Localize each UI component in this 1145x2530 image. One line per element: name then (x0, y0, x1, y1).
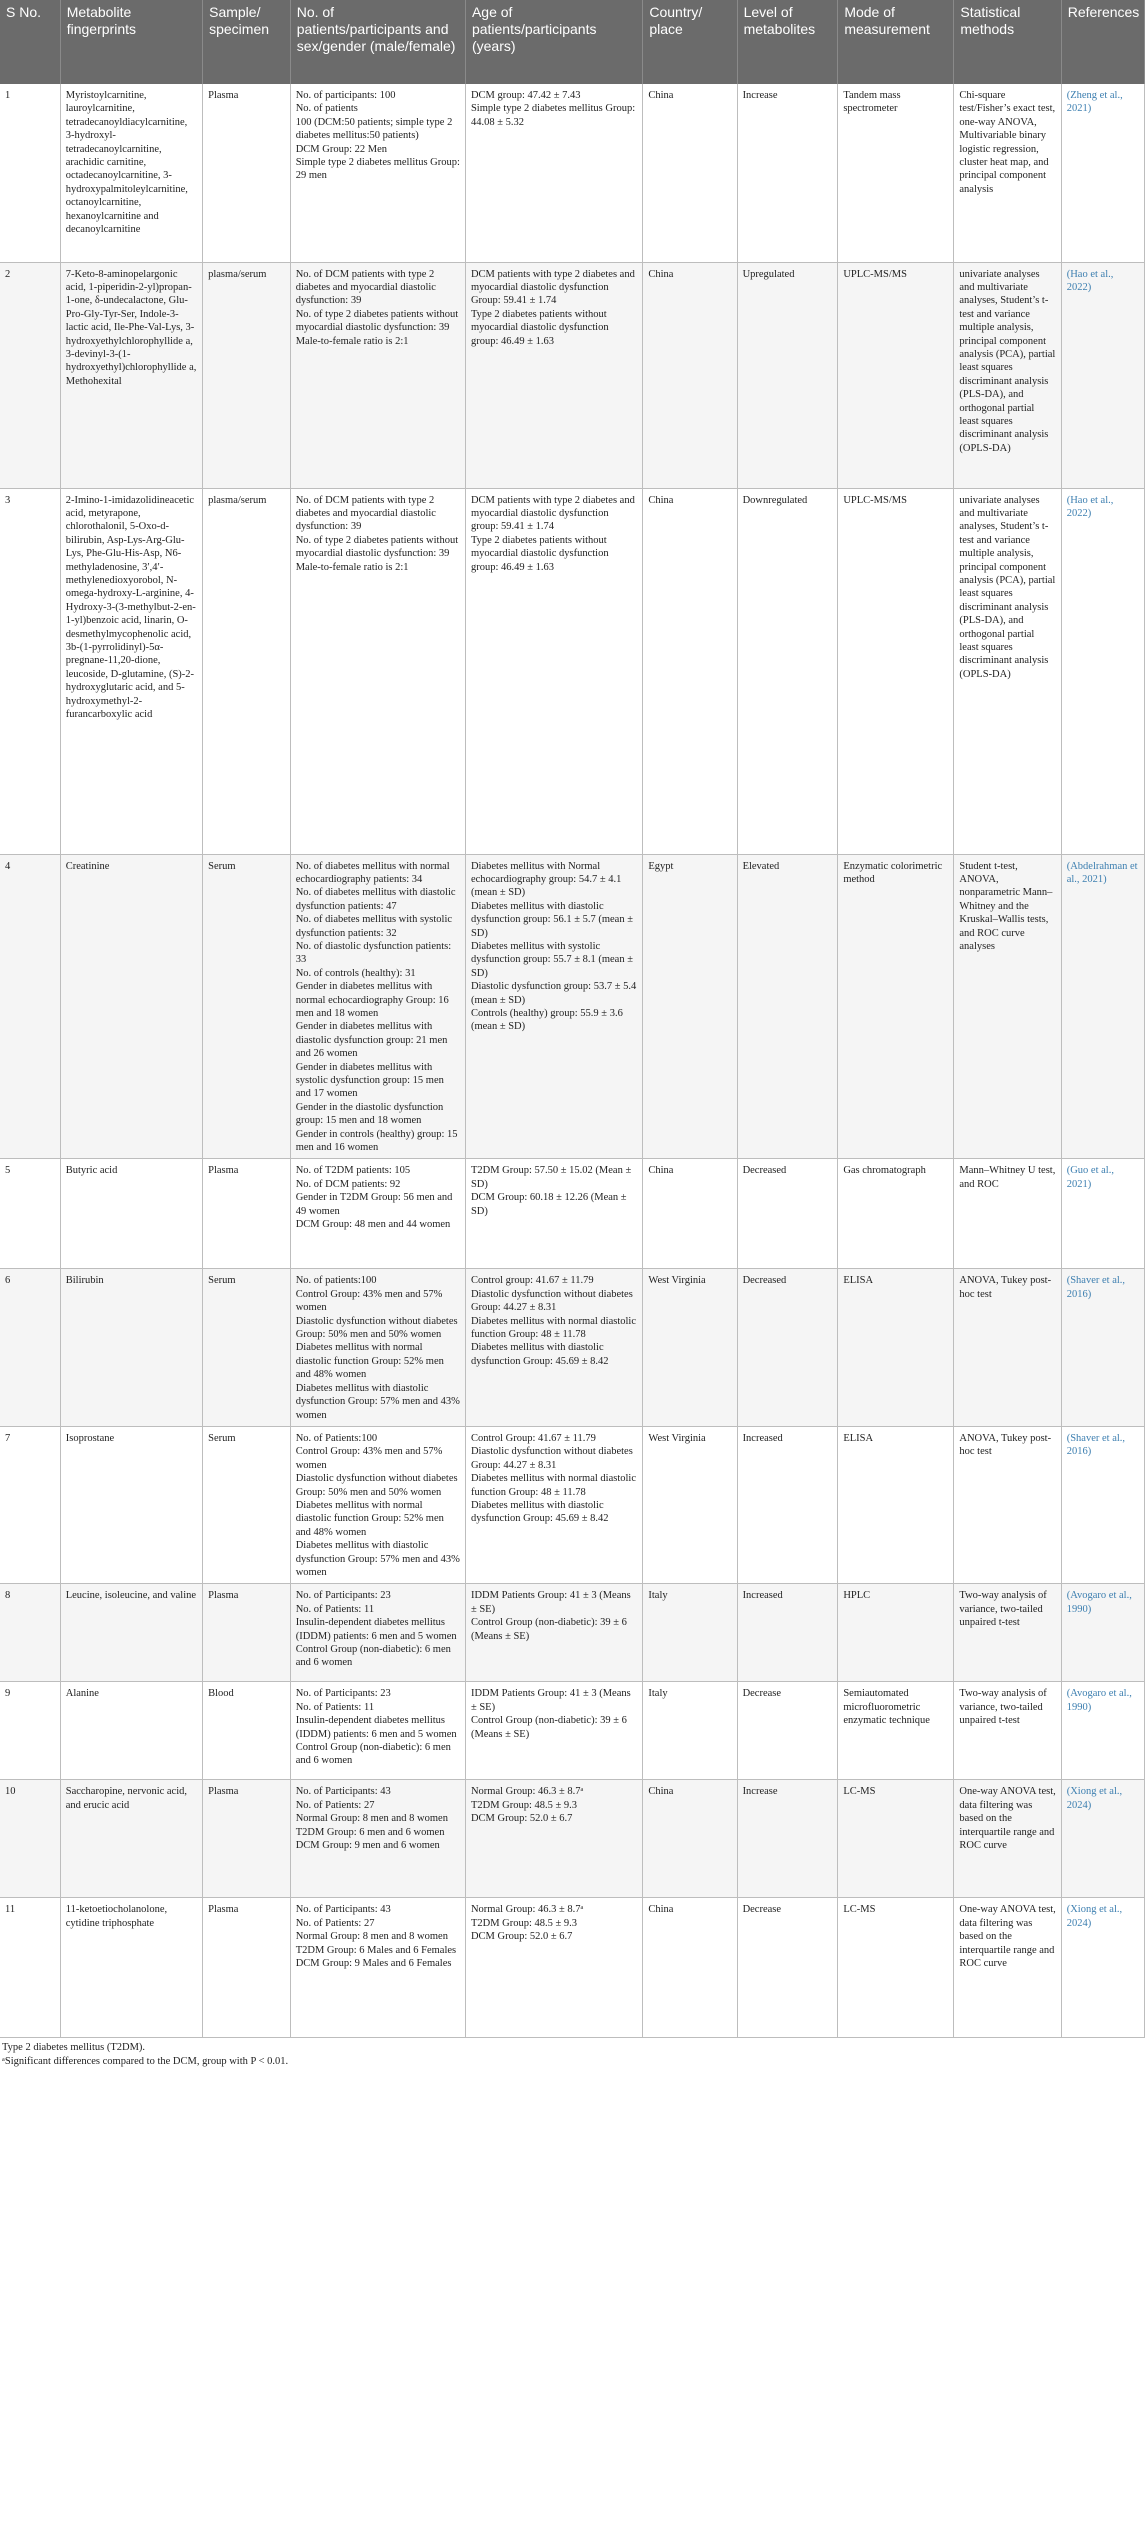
cell-mode: ELISA (838, 1426, 954, 1583)
cell-sample: plasma/serum (203, 262, 291, 488)
cell-metabolite: Isoprostane (60, 1426, 202, 1583)
patients-line: No. of diastolic dysfunction patients: 33 (295, 940, 452, 966)
cell-reference-link[interactable]: (Shaver et al., 2016) (1061, 1426, 1144, 1583)
cell-mode: HPLC (838, 1584, 954, 1682)
patients-line: No. of patients:100 (295, 1275, 377, 1287)
cell-reference-link[interactable]: (Abdelrahman et al., 2021) (1061, 854, 1144, 1159)
patients-line: Gender in controls (healthy) group: 15 men and 16 women (295, 1128, 458, 1154)
patients-line: No. of Participants: 43 (295, 1904, 391, 1916)
cell-level: Increase (737, 1780, 838, 1898)
age-line: Normal Group: 46.3 ± 8.7ᵃ (470, 1786, 584, 1798)
patients-line: Simple type 2 diabetes mellitus Group: 29 men (295, 157, 460, 182)
patients-line: No. of T2DM patients: 105 (295, 1165, 411, 1177)
col-header-metabolite: Metabolite fingerprints (60, 0, 202, 84)
patients-line: No. of DCM patients with type 2 diabetes and myocardial diastolic dysfunction: 39 (295, 268, 436, 307)
cell-age (465, 1159, 642, 1269)
cell-level: Decreased (737, 1269, 838, 1426)
cell-age (465, 1898, 642, 2038)
age-line: Diabetes mellitus with diastolic dysfunction group: 56.1 ± 5.7 (mean ± SD) (470, 900, 633, 939)
age-line: Simple type 2 diabetes mellitus Group: 44.08 ± 5.32 (470, 103, 636, 128)
cell-age (465, 1682, 642, 1780)
cell-level: Decreased (737, 1159, 838, 1269)
cell-stats: One-way ANOVA test, data filtering was based on the interquartile range and ROC curve (954, 1898, 1061, 2038)
cell-sno: 3 (0, 488, 60, 854)
patients-line: Gender in the diastolic dysfunction group: 15 men and 18 women (295, 1101, 444, 1127)
cell-patients (290, 488, 465, 854)
table-row (0, 1780, 1145, 1898)
col-header-age: Age of patients/participants (years) (465, 0, 642, 84)
cell-stats: ANOVA, Tukey post-hoc test (954, 1426, 1061, 1583)
footnote: Type 2 diabetes mellitus (T2DM). (2, 2042, 146, 2054)
col-header-patients: No. of patients/participants and sex/gender (male/female) (290, 0, 465, 84)
cell-level: Increase (737, 84, 838, 262)
cell-age (465, 262, 642, 488)
patients-line: Diabetes mellitus with diastolic dysfunction Group: 57% men and 43% women (295, 1382, 460, 1421)
cell-sample: Serum (203, 1269, 291, 1426)
patients-line: Control Group (non-diabetic): 6 men and 6 women (295, 1644, 451, 1669)
cell-stats: Student t-test, ANOVA, nonparametric Mann–Whitney and the Kruskal–Wallis tests, and ROC curve analyses (954, 854, 1061, 1159)
patients-line: No. of Participants: 23 (295, 1688, 391, 1700)
cell-sno: 1 (0, 84, 60, 262)
cell-level: Upregulated (737, 262, 838, 488)
cell-age (465, 1269, 642, 1426)
cell-patients (290, 1584, 465, 1682)
cell-mode: Tandem mass spectrometer (838, 84, 954, 262)
cell-reference-link[interactable]: (Xiong et al., 2024) (1061, 1898, 1144, 2038)
cell-patients (290, 1159, 465, 1269)
cell-mode: Enzymatic colorimetric method (838, 854, 954, 1159)
patients-line: Diastolic dysfunction without diabetes Group: 50% men and 50% women (295, 1473, 458, 1498)
patients-line: Insulin-dependent diabetes mellitus (IDDM) patients: 6 men and 5 women (295, 1617, 457, 1642)
patients-line: Normal Group: 8 men and 8 women (295, 1813, 448, 1825)
patients-line: Male-to-female ratio is 2:1 (295, 335, 409, 347)
patients-line: Male-to-female ratio is 2:1 (295, 561, 409, 573)
age-line: T2DM Group: 48.5 ± 9.3 (470, 1917, 578, 1929)
col-header-references: References (1061, 0, 1144, 84)
cell-country: China (643, 1159, 737, 1269)
patients-line: No. of Patients: 11 (295, 1603, 375, 1615)
cell-country: West Virginia (643, 1426, 737, 1583)
patients-line: No. of DCM patients: 92 (295, 1178, 401, 1190)
cell-metabolite: Myristoylcarnitine, lauroylcarnitine, tetradecanoyldiacylcarnitine, 3-hydroxyl-tetradecanoylcarnitine, arachidic carnitine, octadecanoylcarnitine, 3-hydroxypalmitoleylcarnitine, octanoylcarnitine, hexanoylcarnitine and decanoylcarnitine (60, 84, 202, 262)
age-line: Type 2 diabetes patients without myocardial diastolic dysfunction group: 46.49 ± 1.63 (470, 308, 609, 347)
age-line: T2DM Group: 48.5 ± 9.3 (470, 1799, 578, 1811)
cell-patients (290, 1426, 465, 1583)
cell-sno: 2 (0, 262, 60, 488)
col-header-level: Level of metabolites (737, 0, 838, 84)
cell-metabolite: Alanine (60, 1682, 202, 1780)
table-row (0, 854, 1145, 1159)
age-line: Diastolic dysfunction without diabetes Group: 44.27 ± 8.31 (470, 1446, 633, 1471)
cell-metabolite: Saccharopine, nervonic acid, and erucic acid (60, 1780, 202, 1898)
patients-line: 100 (DCM:50 patients; simple type 2 diabetes mellitus:50 patients) (295, 116, 453, 142)
cell-patients (290, 854, 465, 1159)
cell-level: Decrease (737, 1682, 838, 1780)
cell-metabolite: Leucine, isoleucine, and valine (60, 1584, 202, 1682)
cell-sno: 7 (0, 1426, 60, 1583)
cell-country: China (643, 262, 737, 488)
age-line: Normal Group: 46.3 ± 8.7ᵃ (470, 1904, 584, 1916)
cell-stats: univariate analyses and multivariate analyses, Student’s t-test and variance multiple analysis, principal component analysis (PCA), partial least squares discriminant analysis (PLS-DA), and orthogonal partial least squares discriminant analysis (OPLS-DA) (954, 262, 1061, 488)
patients-line: DCM Group: 48 men and 44 women (295, 1219, 451, 1231)
patients-line: Diabetes mellitus with diastolic dysfunction Group: 57% men and 43% women (295, 1540, 460, 1578)
cell-mode: Semiautomated microfluorometric enzymatic technique (838, 1682, 954, 1780)
table-row (0, 262, 1145, 488)
cell-mode: LC-MS (838, 1898, 954, 2038)
age-line: Type 2 diabetes patients without myocardial diastolic dysfunction group: 46.49 ± 1.63 (470, 534, 609, 573)
patients-line: Gender in diabetes mellitus with diastolic dysfunction group: 21 men and 26 women (295, 1021, 448, 1060)
age-line: Diabetes mellitus with normal diastolic function Group: 48 ± 11.78 (470, 1315, 637, 1341)
patients-line: No. of diabetes mellitus with diastolic dysfunction patients: 47 (295, 887, 456, 912)
cell-stats: ANOVA, Tukey post-hoc test (954, 1269, 1061, 1426)
age-line: DCM Group: 60.18 ± 12.26 (Mean ± SD) (470, 1192, 627, 1217)
cell-sample: Plasma (203, 1159, 291, 1269)
patients-line: No. of Participants: 43 (295, 1786, 391, 1798)
cell-reference-link[interactable]: (Guo et al., 2021) (1061, 1159, 1144, 1269)
patients-line: No. of DCM patients with type 2 diabetes and myocardial diastolic dysfunction: 39 (295, 494, 436, 533)
cell-mode: UPLC-MS/MS (838, 262, 954, 488)
col-header-stats: Statistical methods (954, 0, 1061, 84)
cell-stats: One-way ANOVA test, data filtering was based on the interquartile range and ROC curve (954, 1780, 1061, 1898)
table-row (0, 1584, 1145, 1682)
cell-country: China (643, 1898, 737, 2038)
cell-sample: Serum (203, 1426, 291, 1583)
patients-line: No. of Patients: 27 (295, 1799, 375, 1811)
cell-stats: Two-way analysis of variance, two-tailed unpaired t-test (954, 1584, 1061, 1682)
cell-country: West Virginia (643, 1269, 737, 1426)
patients-line: Control Group: 43% men and 57% women (295, 1288, 443, 1314)
patients-line: Diabetes mellitus with normal diastolic function Group: 52% men and 48% women (295, 1342, 444, 1381)
cell-reference-link[interactable]: (Xiong et al., 2024) (1061, 1780, 1144, 1898)
cell-mode: UPLC-MS/MS (838, 488, 954, 854)
patients-line: No. of Patients: 11 (295, 1701, 375, 1713)
cell-reference-link[interactable]: (Avogaro et al., 1990) (1061, 1584, 1144, 1682)
table-row (0, 488, 1145, 854)
cell-level: Increased (737, 1584, 838, 1682)
age-line: Control Group: 41.67 ± 11.79 (470, 1432, 596, 1444)
cell-sno: 4 (0, 854, 60, 1159)
patients-line: No. of Patients: 27 (295, 1917, 375, 1929)
patients-line: No. of Participants: 23 (295, 1590, 391, 1602)
cell-country: China (643, 488, 737, 854)
cell-patients (290, 84, 465, 262)
cell-level: Downregulated (737, 488, 838, 854)
age-line: Diabetes mellitus with diastolic dysfunction Group: 45.69 ± 8.42 (470, 1342, 609, 1367)
patients-line: Control Group (non-diabetic): 6 men and 6 women (295, 1742, 451, 1767)
age-line: IDDM Patients Group: 41 ± 3 (Means ± SE) (470, 1590, 631, 1615)
cell-patients (290, 1898, 465, 2038)
cell-stats: Two-way analysis of variance, two-tailed unpaired t-test (954, 1682, 1061, 1780)
age-line: Controls (healthy) group: 55.9 ± 3.6 (mean ± SD) (470, 1007, 623, 1033)
col-header-sample: Sample/ specimen (203, 0, 291, 84)
cell-country: Italy (643, 1682, 737, 1780)
age-line: DCM patients with type 2 diabetes and myocardial diastolic dysfunction Group: 59.41 ± 1.74 (470, 268, 635, 307)
cell-sample: Blood (203, 1682, 291, 1780)
cell-metabolite: 7-Keto-8-aminopelargonic acid, 1-piperidin-2-yl)propan-1-one, δ-undecalactone, Glu-Pro-Gly-Tyr-Ser, Indole-3-lactic acid, Ile-Phe-Val-Lys, 3-hydroxyethylchlorophyllide a, 3-devinyl-3-(1-hydroxyethyl)chlorophyllide a, Methohexital (60, 262, 202, 488)
cell-mode: ELISA (838, 1269, 954, 1426)
table-footnotes (0, 2038, 1145, 2072)
patients-line: T2DM Group: 6 men and 6 women (295, 1826, 445, 1838)
age-line: Diastolic dysfunction without diabetes Group: 44.27 ± 8.31 (470, 1288, 633, 1314)
cell-country: Egypt (643, 854, 737, 1159)
cell-reference-link[interactable]: (Shaver et al., 2016) (1061, 1269, 1144, 1426)
cell-sno: 6 (0, 1269, 60, 1426)
cell-sample: Plasma (203, 1584, 291, 1682)
cell-sno: 10 (0, 1780, 60, 1898)
age-line: DCM patients with type 2 diabetes and myocardial diastolic dysfunction group: 59.41 ± 1.74 (470, 494, 635, 533)
cell-sample: Plasma (203, 1898, 291, 2038)
patients-line: Control Group: 43% men and 57% women (295, 1446, 443, 1471)
patients-line: Diastolic dysfunction without diabetes Group: 50% men and 50% women (295, 1315, 458, 1341)
cell-metabolite: 2-Imino-1-imidazolidineacetic acid, metyrapone, chlorothalonil, 5-Oxo-d-bilirubin, Asp-Lys-Arg-Glu-Lys, Phe-Glu-His-Asp, N6-methyladenosine, 3′,4′-methylenedioxyorobol, N-omega-hydroxy-L-arginine, 4-Hydroxy-3-(3-methylbut-2-en-1-yl)benzoic acid, linarin, O-desmethylmycophenolic acid, 3b-(1-pyrrolidinyl)-5α-pregnane-11,20-dione, leucoside, D-glutamine, (S)-2-hydroxyglutaric acid, and 5-hydroxymethyl-2-furancarboxylic acid (60, 488, 202, 854)
table-row (0, 1898, 1145, 2038)
cell-sno: 11 (0, 1898, 60, 2038)
cell-metabolite: 11-ketoetiocholanolone, cytidine triphosphate (60, 1898, 202, 2038)
cell-metabolite: Butyric acid (60, 1159, 202, 1269)
age-line: Diabetes mellitus with diastolic dysfunction Group: 45.69 ± 8.42 (470, 1499, 609, 1525)
patients-line: No. of patients (295, 103, 358, 115)
cell-age (465, 854, 642, 1159)
patients-line: No. of type 2 diabetes patients without myocardial diastolic dysfunction: 39 (295, 308, 459, 334)
age-line: DCM Group: 52.0 ± 6.7 (470, 1931, 573, 1943)
cell-stats: Chi-square test/Fisher’s exact test, one-way ANOVA, Multivariable binary logistic regression, cluster heat map, and principal component analysis (954, 84, 1061, 262)
patients-line: No. of controls (healthy): 31 (295, 967, 416, 979)
table-row (0, 1269, 1145, 1426)
cell-sample: Plasma (203, 84, 291, 262)
cell-stats: Mann–Whitney U test, and ROC (954, 1159, 1061, 1269)
table-header-row (0, 0, 1145, 84)
cell-sample: Plasma (203, 1780, 291, 1898)
table-row (0, 1159, 1145, 1269)
cell-age (465, 1426, 642, 1583)
table-row (0, 1682, 1145, 1780)
footnote: ᵃSignificant differences compared to the DCM, group with P < 0.01. (2, 2056, 289, 2068)
age-line: Control Group (non-diabetic): 39 ± 6 (Means ± SE) (470, 1617, 627, 1642)
cell-sample: Serum (203, 854, 291, 1159)
age-line: Control Group (non-diabetic): 39 ± 6 (Means ± SE) (470, 1715, 627, 1740)
patients-line: No. of type 2 diabetes patients without myocardial diastolic dysfunction: 39 (295, 534, 459, 560)
age-line: Diabetes mellitus with Normal echocardiography group: 54.7 ± 4.1 (mean ± SD) (470, 860, 622, 899)
cell-sno: 8 (0, 1584, 60, 1682)
cell-sample: plasma/serum (203, 488, 291, 854)
cell-mode: Gas chromatograph (838, 1159, 954, 1269)
cell-reference-link[interactable]: (Hao et al., 2022) (1061, 262, 1144, 488)
col-header-mode: Mode of measurement (838, 0, 954, 84)
cell-patients (290, 1269, 465, 1426)
cell-metabolite: Bilirubin (60, 1269, 202, 1426)
cell-reference-link[interactable]: (Avogaro et al., 1990) (1061, 1682, 1144, 1780)
col-header-country: Country/ place (643, 0, 737, 84)
cell-level: Decrease (737, 1898, 838, 2038)
col-header-sno: S No. (0, 0, 60, 84)
patients-line: Diabetes mellitus with normal diastolic function Group: 52% men and 48% women (295, 1499, 444, 1538)
cell-patients (290, 1682, 465, 1780)
age-line: Diastolic dysfunction group: 53.7 ± 5.4 (mean ± SD) (470, 981, 637, 1006)
patients-line: No. of Patients:100 (295, 1432, 378, 1444)
cell-country: Italy (643, 1584, 737, 1682)
patients-line: DCM Group: 9 Males and 6 Females (295, 1958, 452, 1969)
patients-line: Insulin-dependent diabetes mellitus (IDDM) patients: 6 men and 5 women (295, 1715, 457, 1740)
patients-line: DCM Group: 9 men and 6 women (295, 1840, 440, 1851)
cell-age (465, 488, 642, 854)
cell-country: China (643, 1780, 737, 1898)
age-line: T2DM Group: 57.50 ± 15.02 (Mean ± SD) (470, 1165, 632, 1190)
patients-line: Normal Group: 8 men and 8 women (295, 1931, 448, 1943)
cell-reference-link[interactable]: (Hao et al., 2022) (1061, 488, 1144, 854)
patients-line: Gender in diabetes mellitus with normal echocardiography Group: 16 men and 18 women (295, 981, 449, 1019)
age-line: DCM group: 47.42 ± 7.43 (470, 90, 581, 101)
cell-level: Elevated (737, 854, 838, 1159)
cell-reference-link[interactable]: (Zheng et al., 2021) (1061, 84, 1144, 262)
age-line: Control group: 41.67 ± 11.79 (470, 1275, 594, 1287)
table-row (0, 1426, 1145, 1583)
patients-line: Gender in T2DM Group: 56 men and 49 women (295, 1192, 453, 1217)
patients-line: DCM Group: 22 Men (295, 143, 388, 155)
patients-line: No. of diabetes mellitus with normal echocardiography patients: 34 (295, 860, 450, 885)
cell-age (465, 84, 642, 262)
age-line: Diabetes mellitus with systolic dysfunction group: 55.7 ± 8.1 (mean ± SD) (470, 940, 633, 979)
cell-patients (290, 262, 465, 488)
cell-sno: 9 (0, 1682, 60, 1780)
patients-line: No. of participants: 100 (295, 90, 396, 101)
cell-stats: univariate analyses and multivariate analyses, Student’s t-test and variance multiple analysis, principal component analysis (PCA), partial least squares discriminant analysis (PLS-DA), and orthogonal partial least squares discriminant analysis (OPLS-DA) (954, 488, 1061, 854)
cell-age (465, 1780, 642, 1898)
cell-sno: 5 (0, 1159, 60, 1269)
cell-patients (290, 1780, 465, 1898)
table-body (0, 84, 1145, 2038)
age-line: DCM Group: 52.0 ± 6.7 (470, 1813, 573, 1825)
cell-mode: LC-MS (838, 1780, 954, 1898)
patients-line: Gender in diabetes mellitus with systolic dysfunction group: 15 men and 17 women (295, 1061, 444, 1100)
patients-line: T2DM Group: 6 Males and 6 Females (295, 1944, 457, 1956)
cell-age (465, 1584, 642, 1682)
age-line: Diabetes mellitus with normal diastolic function Group: 48 ± 11.78 (470, 1473, 637, 1498)
cell-metabolite: Creatinine (60, 854, 202, 1159)
cell-country: China (643, 84, 737, 262)
cell-level: Increased (737, 1426, 838, 1583)
patients-line: No. of diabetes mellitus with systolic dysfunction patients: 32 (295, 914, 453, 939)
table-row (0, 84, 1145, 262)
age-line: IDDM Patients Group: 41 ± 3 (Means ± SE) (470, 1688, 631, 1713)
